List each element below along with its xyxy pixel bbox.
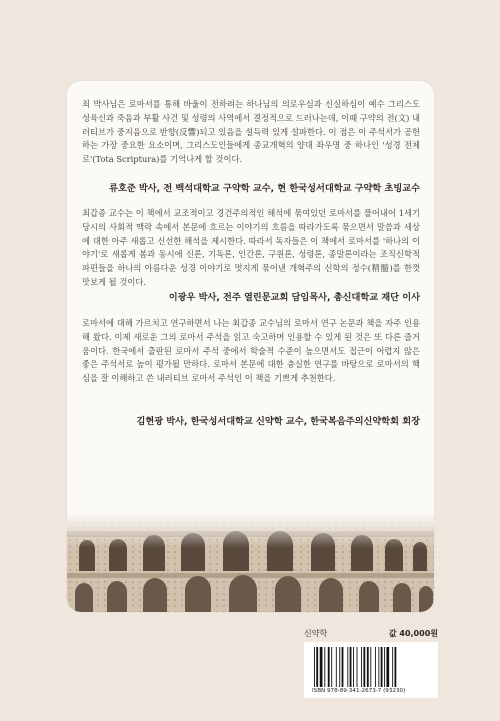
barcode-bar xyxy=(395,647,397,687)
endorser-name-3: 김현광 박사, 한국성서대학교 신약학 교수, 한국복음주의신약학회 회장 xyxy=(136,416,420,427)
barcode-bar xyxy=(342,647,344,687)
endorser-name-1: 류호준 박사, 전 백석대학교 구약학 교수, 현 한국성서대학교 구약학 초빙교수 xyxy=(109,183,420,194)
barcode-bar xyxy=(375,647,376,687)
barcode-bar xyxy=(350,647,352,687)
price-label: 값 40,000원 xyxy=(388,629,438,638)
barcode xyxy=(312,647,430,687)
barcode-bar xyxy=(336,647,337,687)
barcode-bar xyxy=(331,647,332,687)
barcode-bar xyxy=(353,647,354,687)
colosseum-image xyxy=(67,513,434,612)
barcode-bar xyxy=(367,647,369,687)
endorsement-text-2: 최갑종 교수는 이 책에서 교조적이고 경건주의적인 해석에 묶여있던 로마서를 풀어내어 1세기 당시의 사회적 맥락 속에서 본문에 흐르는 이야기의 흐름을 따라가도록 묶으면서 말씀과 세상에 대한 아주 새롭고 신선한 해석을 제시한다. 따라서 독자들은 이 책에서 로마서를 '하나의 이야기'로 새롭게 봄과 동시에 신론, 기독론, 인간론, 구원론, 성령론, 종말론이라는 조직신학적 파편들을 하나의 아름다운 성경 이야기로 멋지게 묶어낸 개혁주의 신학의 정수(精髓)를 한껏 맛보게 될 것이다. xyxy=(82,208,420,287)
category-label: 신약학 xyxy=(304,629,328,638)
endorsement-text-3: 로마서에 대해 가르치고 연구하면서 나는 최갑종 교수님의 로마서 연구 논문과 책을 자주 인용해 왔다. 이제 새로운 그의 로마서 주석을 읽고 숙고하며 인용할 수 있게 된 것은 또 다른 즐거움이다. 한국에서 출판된 로마서 주석 중에서 학술적 수준이 높으면서도 접근이 어렵지 않은 좋은 주석서로 높이 평가될 만하다. 로마서 본문에 대한 충실한 연구를 바탕으로 로마서의 핵심을 잘 이해하고 쓴 내러티브 로마서 주석인 이 책을 기쁘게 추천한다. xyxy=(82,318,420,384)
barcode-bar xyxy=(381,647,383,687)
endorser-name-2: 이광우 박사, 전주 열린문교회 담임목사, 총신대학교 재단 이사 xyxy=(168,292,420,303)
barcode-bar xyxy=(386,647,389,687)
isbn-label: ISBN 978-89-341-2673-7 (93230) xyxy=(312,688,406,694)
barcode-bar xyxy=(392,647,393,687)
barcode-bar xyxy=(384,647,385,687)
barcode-box xyxy=(304,642,438,698)
barcode-bar xyxy=(357,647,358,687)
barcode-bar xyxy=(316,647,318,687)
barcode-bar xyxy=(324,647,325,687)
barcode-bar xyxy=(378,647,379,687)
barcode-bar xyxy=(363,647,365,687)
barcode-bar xyxy=(361,647,362,687)
barcode-bar xyxy=(339,647,340,687)
barcode-bar xyxy=(347,647,348,687)
endorsement-card xyxy=(67,81,434,612)
endorsement-text-1: 죄 박사님은 로마서를 통해 바울이 전하려는 하나님의 의로우심과 신실하심이 예수 그리스도 성육신과 죽음과 부활 사건 및 성령의 사역에서 결정적으로 드러나는데, 이때 구약의 전(⽂) 내러티브가 중지음으로 반향(反響)되고 있음을 설득력 있게 설파한다. 이 점은 이 주석서가 공헌하는 가장 중요한 요소이며, 그리스도인들에게 종교개혁의 양대 좌우명 중 하나인 '성경 전체로'(Tota Scriptura)를 기억나게 할 것이다. xyxy=(82,99,420,165)
barcode-bar xyxy=(328,647,330,687)
barcode-bar xyxy=(370,647,371,687)
barcode-bar xyxy=(320,647,323,687)
barcode-bar xyxy=(314,647,315,687)
